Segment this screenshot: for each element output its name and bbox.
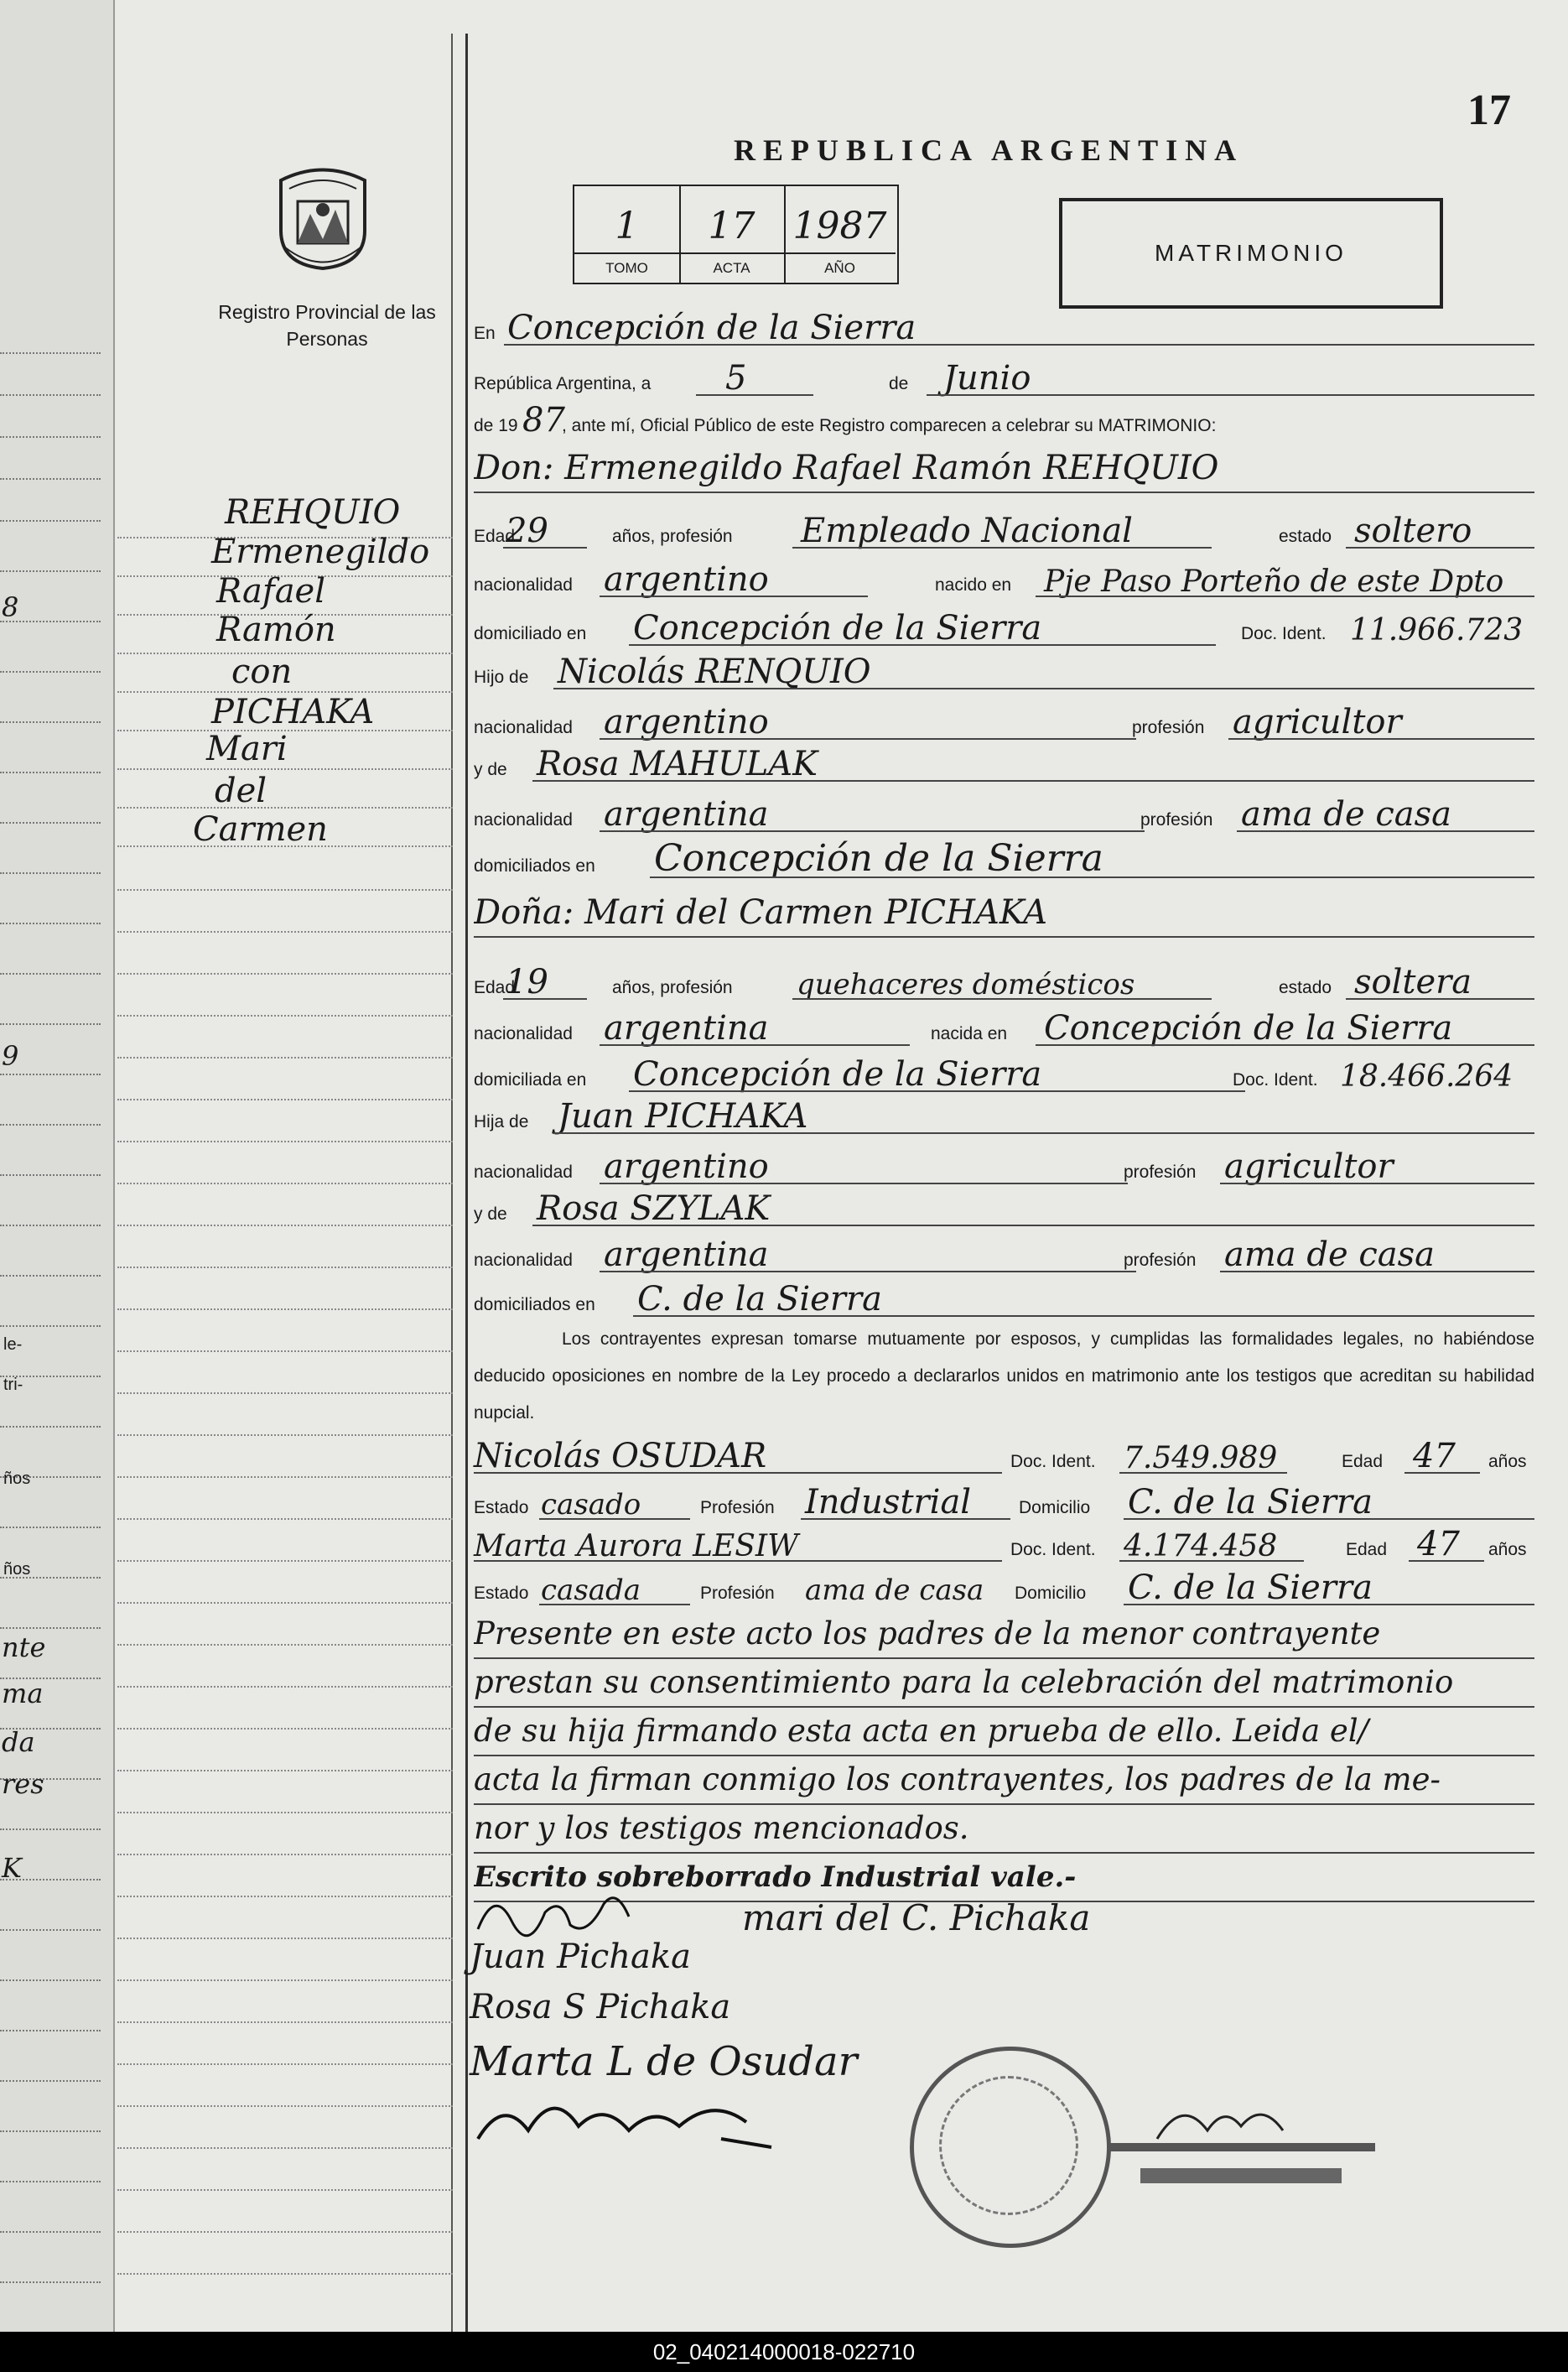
year-row [474,394,1534,441]
witness-2-doc: 4.174.458 [1124,1529,1278,1563]
witness-1-domicile: C. de la Sierra [1128,1483,1373,1522]
month-value: Junio [943,359,1031,398]
witness-2-estado: casada [541,1574,641,1607]
declaration-text: Los contrayentes expresan tomarse mutuamente por esposos, y cumplidas las formalidades legales, no habiéndose deducido oposiciones en nombre de la Ley procedo a declararlos unidos en matrimonio ante los testigos que acreditan su habilidad nupcial. [474,1329,1534,1423]
label: nacionalidad [474,1251,573,1270]
witness-2-name: Marta Aurora LESIW [474,1529,799,1563]
signature-scrawl-icon [470,1879,637,1946]
margin-annotation [117,0,453,2332]
label: profesión [1124,1163,1197,1182]
label: Edad [1346,1540,1388,1559]
strip-fragment: le- [3,1335,23,1354]
label: de [889,374,909,393]
label: Doc. Ident. [1233,1070,1318,1090]
groom-profession: Empleado Nacional [801,512,1133,550]
label: domiciliado en [474,624,587,643]
acta-label: ACTA [679,252,784,283]
label: nacida en [931,1024,1008,1043]
margin-divider [465,34,468,2332]
record-number-box [573,185,899,284]
signature-bride: mari del C. Pichaka [742,1897,1091,1938]
margin-name-line: Mari [206,730,288,768]
groom-age: 29 [506,512,548,550]
country-title: REPUBLICA ARGENTINA [734,133,1244,167]
image-id-footer: 02_040214000018-022710 [0,2332,1568,2372]
groom-mother-nat-row [474,788,1534,835]
label: años, profesión [612,527,733,546]
note-line: de su hija firmando esta acta en prueba de ello. Leida el/ [474,1708,1534,1756]
date-row [474,352,1534,399]
label: Hijo de [474,668,529,687]
label: Edad [474,978,516,997]
groom-nationality: argentino [604,560,769,599]
witness-1-row [474,1430,1534,1477]
label: Profesión [700,1584,775,1603]
official-signature-icon [1107,2089,1384,2189]
bride-age: 19 [506,963,548,1001]
groom-nationality-row [474,554,1534,601]
label: profesión [1132,718,1205,737]
strip-fragment: 9 [2,1040,19,1072]
note-line: acta la firman conmigo los contrayentes, los padres de la me- [474,1756,1534,1805]
label: nacido en [935,575,1012,595]
label: Domicilio [1019,1498,1091,1517]
signature-father: Juan Pichaka [470,1938,691,1976]
strip-fragment: K [2,1852,22,1884]
tomo-cell [574,186,681,283]
bride-father-profession: agricultor [1224,1147,1394,1186]
strip-fragment: nte [2,1631,46,1663]
label: Domicilio [1015,1584,1087,1603]
strip-fragment: res [2,1768,44,1800]
margin-name-line: REHQUIO [225,493,401,532]
bride-parents-domicile: C. de la Sierra [637,1280,882,1319]
label: República Argentina, a [474,374,652,393]
label: Hija de [474,1112,529,1131]
label: Edad [474,527,516,546]
label: nacionalidad [474,718,573,737]
label: años [1488,1540,1527,1559]
place-value: Concepción de la Sierra [507,309,916,347]
bride-nationality: argentina [604,1009,769,1048]
margin-name-line: PICHAKA [211,693,375,731]
place-row [474,302,1534,349]
groom-domicile-row [474,602,1534,649]
margin-name-line: Rafael [216,572,325,611]
witness-1-age: 47 [1413,1437,1456,1475]
label: Estado [474,1498,529,1517]
groom-parents-domicile-row [474,835,1534,882]
groom-father-nationality: argentino [604,703,769,741]
margin-name-line: del [215,772,267,810]
bride-domicile-row [474,1048,1534,1095]
bride-parents-domicile-row [474,1273,1534,1320]
groom-name: Don: Ermenegildo Rafael Ramón REHQUIO [474,445,1534,493]
strip-fragment: ños [3,1469,31,1488]
groom-father: Nicolás RENQUIO [558,653,871,691]
bride-doc: 18.466.264 [1340,1059,1513,1094]
groom-mother-row [474,738,1534,785]
label: domiciliada en [474,1070,587,1090]
groom-parents-domicile: Concepción de la Sierra [654,837,1103,880]
handwritten-notes [474,1610,1534,1902]
margin-name-line: Carmen [193,810,328,849]
label: estado [1279,527,1332,546]
margin-name-line: con [231,653,293,691]
groom-doc: 11.966.723 [1350,613,1524,648]
label: nacionalidad [474,810,573,830]
witness-1-profession: Industrial [805,1483,972,1522]
margin-name-line: Ermenegildo [211,533,430,571]
bride-profession: quehaceres domésticos [797,968,1135,1001]
note-line: nor y los testigos mencionados. [474,1805,1534,1854]
day-value: 5 [725,359,747,398]
note-line: prestan su consentimiento para la celebración del matrimonio [474,1659,1534,1708]
label: profesión [1140,810,1213,830]
witness-2-profession: ama de casa [805,1574,984,1607]
groom-domicile: Concepción de la Sierra [633,609,1042,648]
year-value: 87 [522,401,565,440]
witness-2-age: 47 [1417,1525,1460,1563]
signature-mother: Rosa S Pichaka [470,1988,731,2026]
note-line: Presente en este acto los padres de la menor contrayente [474,1610,1534,1659]
registry-name: Registro Provincial de las Personas [218,301,436,350]
witness-2-row [474,1518,1534,1565]
bride-age-row [474,956,1534,1003]
groom-father-row [474,646,1534,693]
strip-fragment: 8 [2,591,19,623]
label: años [1488,1452,1527,1471]
groom-father-profession: agricultor [1233,703,1402,741]
groom-mother-profession: ama de casa [1241,795,1451,834]
groom-birthplace: Pje Paso Porteño de este Dpto [1044,564,1504,599]
bride-mother-profession: ama de casa [1224,1235,1435,1274]
witness-1-doc: 7.549.989 [1124,1441,1278,1475]
intro-text: , ante mí, Oficial Público de este Registro comparecen a celebrar su MATRIMONIO: [562,416,1217,435]
bride-mother: Rosa SZYLAK [537,1189,771,1228]
groom-father-nat-row [474,696,1534,743]
witness-2-domicile: C. de la Sierra [1128,1568,1373,1607]
witness-1-estado: casado [541,1488,641,1522]
strip-fragment: ma [2,1678,44,1709]
strip-fragment: tri- [3,1376,23,1394]
strip-fragment: ños [3,1560,31,1579]
page-number: 17 [1467,86,1511,134]
label: de 19 [474,416,518,435]
signature-scrawl-icon [470,2080,788,2156]
label: Profesión [700,1498,775,1517]
margin-name-line: Ramón [216,611,336,649]
signature-witness: Marta L de Osudar [470,2038,858,2085]
bride-domicile: Concepción de la Sierra [633,1055,1042,1094]
witness-2-detail-row [474,1562,1534,1609]
tomo-label: TOMO [574,252,679,283]
bride-nationality-row [474,1002,1534,1049]
anio-label: AÑO [784,252,896,283]
bride-father-nat-row [474,1141,1534,1188]
label: En [474,324,496,343]
label: Edad [1342,1452,1384,1471]
groom-estado: soltero [1354,512,1472,550]
groom-age-row [474,505,1534,552]
groom-name-line [474,445,1534,493]
acta-cell [679,186,786,283]
groom-mother-nationality: argentina [604,795,769,834]
bride-mother-nat-row [474,1229,1534,1276]
label: Doc. Ident. [1241,624,1327,643]
bride-name: Doña: Mari del Carmen PICHAKA [474,889,1534,938]
label: nacionalidad [474,1163,573,1182]
label: nacionalidad [474,575,573,595]
bride-estado: soltera [1354,963,1472,1001]
bride-father: Juan PICHAKA [558,1097,808,1136]
label: estado [1279,978,1332,997]
acta-value: 17 [708,205,755,247]
tomo-value: 1 [615,205,639,247]
strip-fragment: da [2,1726,35,1758]
bride-name-line [474,889,1534,938]
label: años, profesión [612,978,733,997]
bride-mother-nationality: argentina [604,1235,769,1274]
label: Doc. Ident. [1010,1540,1096,1559]
label: Doc. Ident. [1010,1452,1096,1471]
bride-mother-row [474,1183,1534,1230]
label: y de [474,760,507,779]
label: domiciliados en [474,1295,595,1314]
previous-page-strip [0,0,115,2332]
label: domiciliados en [474,856,595,876]
document-type: MATRIMONIO [1059,198,1443,309]
label: nacionalidad [474,1024,573,1043]
label: profesión [1124,1251,1197,1270]
bride-father-row [474,1090,1534,1137]
witness-1-detail-row [474,1476,1534,1523]
anio-value: 1987 [792,205,887,247]
bride-father-nationality: argentino [604,1147,769,1186]
groom-mother: Rosa MAHULAK [537,745,818,783]
bride-birthplace: Concepción de la Sierra [1044,1009,1453,1048]
anio-cell [784,186,896,283]
erratum-note: Escrito sobreborrado Industrial vale.- [474,1854,1534,1902]
label: Estado [474,1584,529,1603]
official-stamp-icon [910,2047,1111,2248]
label: y de [474,1204,507,1224]
witness-1-name: Nicolás OSUDAR [474,1437,767,1475]
